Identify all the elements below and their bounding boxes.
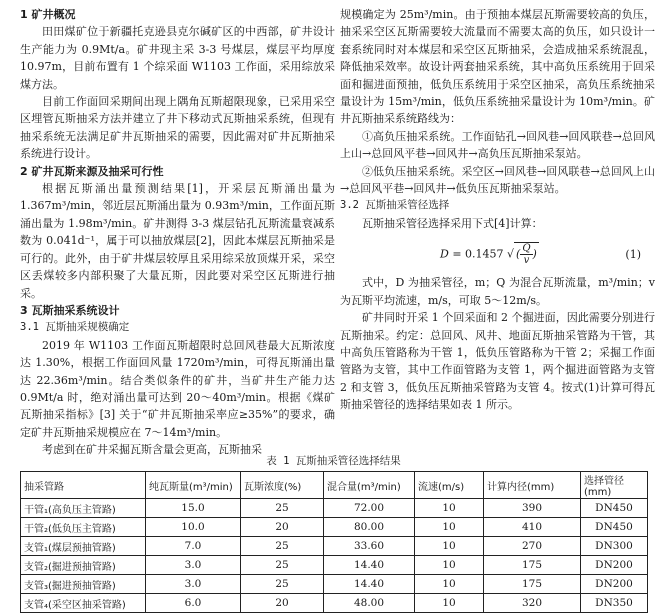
table-cell-pipe: 支管₂(掘进预抽管路) xyxy=(21,556,146,575)
table-cell: 25 xyxy=(241,537,324,556)
formula-denominator: v xyxy=(523,255,530,267)
table-row xyxy=(21,499,648,518)
formula-lhs: D xyxy=(440,247,449,261)
table-cell: 48.00 xyxy=(324,594,415,613)
table-cell: DN200 xyxy=(581,556,648,575)
table-cell-pipe: 支管₃(掘进预抽管路) xyxy=(21,575,146,594)
table-cell: 10 xyxy=(415,556,484,575)
table-cell: 7.0 xyxy=(146,537,241,556)
table-cell: 10 xyxy=(415,594,484,613)
formula-fraction xyxy=(520,243,532,266)
formula-expression: D = 0.1457 √ ( $\frac{Q}{v}$) xyxy=(440,243,537,267)
paragraph-overview-2: 目前工作面回采期间出现上隅角瓦斯超限现象，已采用采空区埋管瓦斯抽采方法并建立了井下移动式瓦斯抽采系统，但现有抽采系统无法满足矿井瓦斯抽采的需要，因此需对矿井瓦斯抽采系统进行设计。 xyxy=(20,95,335,161)
paragraph-overview-1: 田田煤矿位于新疆托克逊县克尔碱矿区的中西部，矿井设计生产能力为 0.9Mt/a。矿井现主采 3-3 号煤层，煤层平均厚度 10.97m，目前布置有 1 个综采面 W1103 工作面，采用综放采煤方法。 xyxy=(20,25,335,91)
table-header-cell: 流速(m/s) xyxy=(415,472,484,499)
table-cell: 390 xyxy=(484,499,581,518)
table-cell: 6.0 xyxy=(146,594,241,613)
table-cell: 410 xyxy=(484,518,581,537)
subsection-heading-scale: 3.1 瓦斯抽采规模确定 xyxy=(20,321,130,334)
table-cell: 320 xyxy=(484,594,581,613)
table-header-cell: 计算内径(mm) xyxy=(484,472,581,499)
table-cell: 14.40 xyxy=(324,575,415,594)
table-cell: 10 xyxy=(415,575,484,594)
left-column xyxy=(20,6,335,459)
formula-sqrt: ( $\frac{Q}{v}$) xyxy=(516,243,537,267)
table-cell: 10.0 xyxy=(146,518,241,537)
table-header-cell: 抽采管路 xyxy=(21,472,146,499)
table-row xyxy=(21,594,648,613)
table-cell: 270 xyxy=(484,537,581,556)
table-cell-pipe: 支管₄(采空区抽采管路) xyxy=(21,594,146,613)
table-cell: 80.00 xyxy=(324,518,415,537)
table-header-cell: 瓦斯浓度(%) xyxy=(241,472,324,499)
table-cell: 25 xyxy=(241,499,324,518)
table-cell: 3.0 xyxy=(146,556,241,575)
table-cell-pipe: 干管₁(高负压主管路) xyxy=(21,499,146,518)
table-row xyxy=(21,537,648,556)
formula-numerator: Q xyxy=(522,243,531,255)
table-cell: DN300 xyxy=(581,537,648,556)
table-cell: 10 xyxy=(415,518,484,537)
table-cell: DN200 xyxy=(581,575,648,594)
table-header-cell: 混合量(m³/min) xyxy=(324,472,415,499)
section-heading-overview: 1 矿井概况 xyxy=(20,8,76,21)
table-cell: DN350 xyxy=(581,594,648,613)
table-cell: 175 xyxy=(484,556,581,575)
table-cell: 25 xyxy=(241,575,324,594)
paragraph-gas-source: 根据瓦斯涌出量预测结果[1]，开采层瓦斯涌出量为 1.367m³/min，邻近层瓦斯涌出量为 0.93m³/min，工作面瓦斯涌出量为 1.98m³/min。矿井测得 3-3 煤层钻孔瓦斯流量衰减系数为 0.041d⁻¹，属于可以抽放煤层[2]，因此本煤层瓦斯抽采是可行的。此外，由于矿井煤层较厚且采用综采放顶煤开采，采空区丢煤较多内部积聚了大量瓦斯，因此要对采空区瓦斯进行抽采。 xyxy=(20,182,335,300)
table-cell: 72.00 xyxy=(324,499,415,518)
table-caption: 表 1 瓦斯抽采管径选择结果 xyxy=(266,455,401,467)
table-row xyxy=(21,575,648,594)
table-cell: 20 xyxy=(241,594,324,613)
paragraph-route-high-pressure: ①高负压抽采系统。工作面钻孔→回风巷→回风联巷→总回风上山→总回风平巷→回风井→高负压瓦斯抽采泵站。 xyxy=(340,129,655,161)
table-row xyxy=(21,556,648,575)
paragraph-pipe-layout: 矿井同时开采 1 个回采面和 2 个掘进面，因此需要分别进行瓦斯抽采。约定：总回风、风井、地面瓦斯抽采管路为干管，其中高负压管路称为干管 1，低负压管路称为干管 2；采掘工作面管路为支管，其中工作面管路为支管 1，两个掘进面管路为支管 2 和支管 3，低负压瓦斯抽采管路为支管 4。按式(1)计算可得瓦斯抽采管径的选择结果如表 1 所示。 xyxy=(340,311,655,412)
section-heading-system-design: 3 瓦斯抽采系统设计 xyxy=(20,303,120,317)
table-cell: 10 xyxy=(415,499,484,518)
paragraph-pipe-formula-intro: 瓦斯抽采管径选择采用下式[4]计算： xyxy=(362,216,543,230)
table-cell: 15.0 xyxy=(146,499,241,518)
table-header-row xyxy=(21,472,648,499)
section-heading-gas-source: 2 矿井瓦斯来源及抽采可行性 xyxy=(20,164,164,178)
right-column xyxy=(340,6,655,414)
table-header-cell: 纯瓦斯量(m³/min) xyxy=(146,472,241,499)
table-cell-pipe: 支管₁(煤层预抽管路) xyxy=(21,537,146,556)
formula-number: (1) xyxy=(625,248,641,262)
table-cell: 10 xyxy=(415,537,484,556)
formula-1 xyxy=(340,236,655,272)
table-cell: DN450 xyxy=(581,518,648,537)
table-header-cell: 选择管径(mm) xyxy=(581,472,648,499)
paragraph-route-low-pressure: ②低负压抽采系统。采空区→回风巷→回风联巷→总回风上山→总回风平巷→回风井→低负压瓦斯抽采泵站。 xyxy=(340,164,655,196)
paragraph-scale-cont: 考虑到在矿井采掘瓦斯含量会更高，瓦斯抽采 xyxy=(42,443,262,457)
table-cell: 175 xyxy=(484,575,581,594)
table-cell: 3.0 xyxy=(146,575,241,594)
table-cell: 33.60 xyxy=(324,537,415,556)
table-cell: 25 xyxy=(241,556,324,575)
pipe-selection-table xyxy=(20,471,648,613)
table-cell: 20 xyxy=(241,518,324,537)
subsection-heading-pipe-diameter: 3.2 瓦斯抽采管径选择 xyxy=(340,199,450,212)
paragraph-scale-continued: 规模确定为 25m³/min。由于预抽本煤层瓦斯需要较高的负压，抽采采空区瓦斯需要较大流量而不需要太高的负压，如只设计一套系统同时对本煤层和采空区瓦斯抽采，会造成抽采系统混乱，降低抽采效率。故设计两套抽采系统，其中高负压系统用于回采面和掘进面预抽，低负压系统用于采空区抽采，高负压系统抽采量设计为 15m³/min，低负压系统抽采量设计为 10m³/min。矿井瓦斯抽采系统路线为： xyxy=(340,8,655,126)
table-cell: 14.40 xyxy=(324,556,415,575)
paragraph-formula-where: 式中，D 为抽采管径，m；Q 为混合瓦斯流量，m³/min；v 为瓦斯平均流速，m/s，可取 5～12m/s。 xyxy=(340,276,655,307)
formula-coefficient: = 0.1457 xyxy=(452,247,504,261)
table-row xyxy=(21,518,648,537)
table-cell: DN450 xyxy=(581,499,648,518)
table-cell-pipe: 干管₂(低负压主管路) xyxy=(21,518,146,537)
paragraph-scale: 2019 年 W1103 工作面瓦斯超限时总回风巷最大瓦斯浓度达 1.30%，根据工作面回风量 1720m³/min，可得瓦斯涌出量达 22.36m³/min。结合类似条件的矿井，当矿井生产能力达 0.9Mt/a 时，绝对涌出量可达到 20～40m³/min。根据《煤矿瓦斯抽采指标》[3] 关于“矿井瓦斯抽采率应≥35%”的要求，确定矿井瓦斯抽采规模应在 7～14m³/min。 xyxy=(20,338,335,439)
